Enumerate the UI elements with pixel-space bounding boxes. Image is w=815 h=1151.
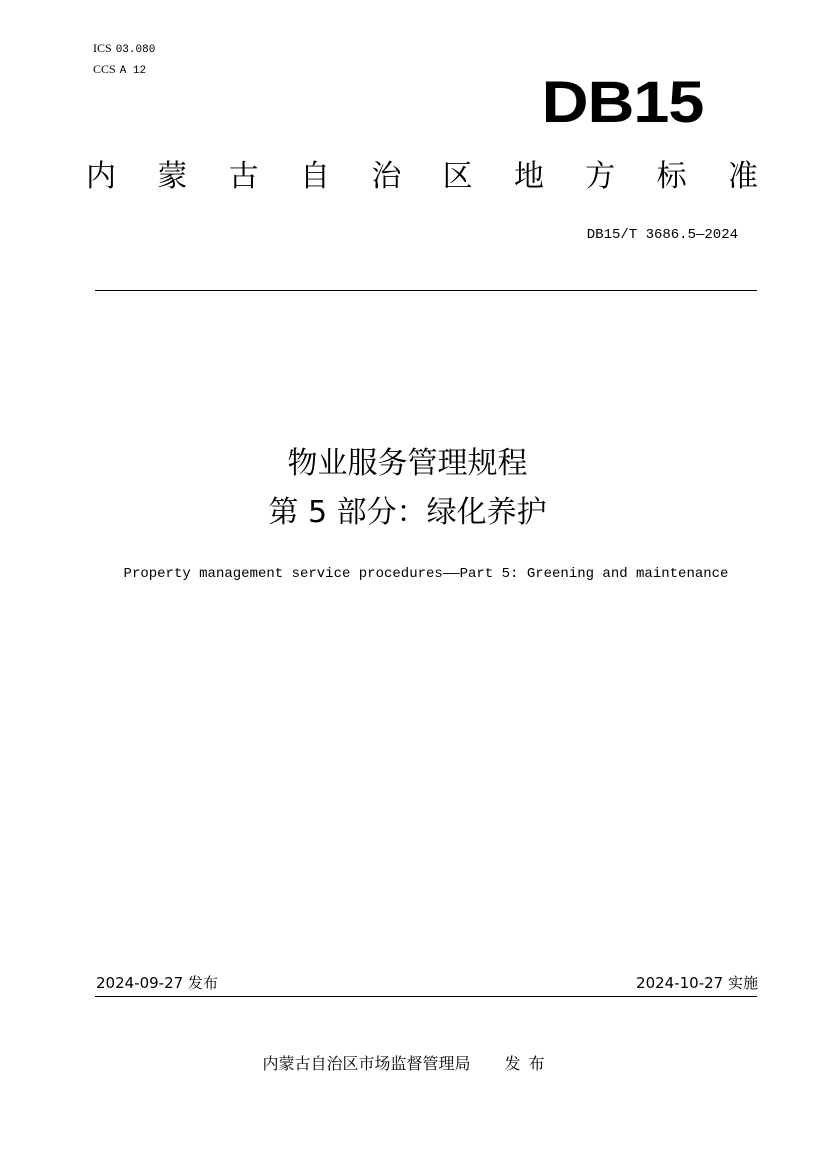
- standard-type-char: 自: [299, 159, 330, 194]
- ics-code: [93, 41, 155, 57]
- bottom-divider: [95, 996, 757, 997]
- ccs-label: CCS: [93, 62, 116, 76]
- issue-verb: 发布: [504, 1054, 553, 1073]
- title-cn-main: 物业服务管理规程: [287, 446, 528, 481]
- standard-type-char: 古: [228, 159, 259, 194]
- standard-number: DB15/T 3686.5—2024: [586, 227, 738, 243]
- ics-value: 03.080: [115, 44, 156, 56]
- implement-date: 2024-10-27 实施: [636, 974, 758, 992]
- standard-type-char: 区: [442, 159, 473, 194]
- issuer-line: [0, 1053, 815, 1075]
- standard-type-char: 方: [585, 159, 616, 194]
- standard-type-char: 内: [86, 159, 116, 194]
- ics-label: ICS: [93, 41, 112, 55]
- standard-type-char: 蒙: [157, 159, 188, 194]
- standard-logo: DB15: [541, 70, 703, 135]
- title-cn-part: 第 5 部分：绿化养护: [268, 495, 547, 530]
- issuer-name: 内蒙古自治区市场监督管理局: [262, 1054, 471, 1073]
- standard-type-char: 准: [727, 159, 758, 194]
- title-en: Property management service procedures——Part 5: Greening and maintenance: [123, 566, 729, 582]
- standard-type-char: 地: [513, 159, 544, 194]
- standard-type-heading: [86, 154, 758, 200]
- publish-date: 2024-09-27 发布: [96, 974, 218, 992]
- standard-type-char: 标: [656, 159, 687, 194]
- top-divider: [95, 290, 757, 291]
- ccs-value: A 12: [119, 65, 147, 77]
- ccs-code: [93, 62, 146, 78]
- standard-type-char: 治: [371, 159, 402, 194]
